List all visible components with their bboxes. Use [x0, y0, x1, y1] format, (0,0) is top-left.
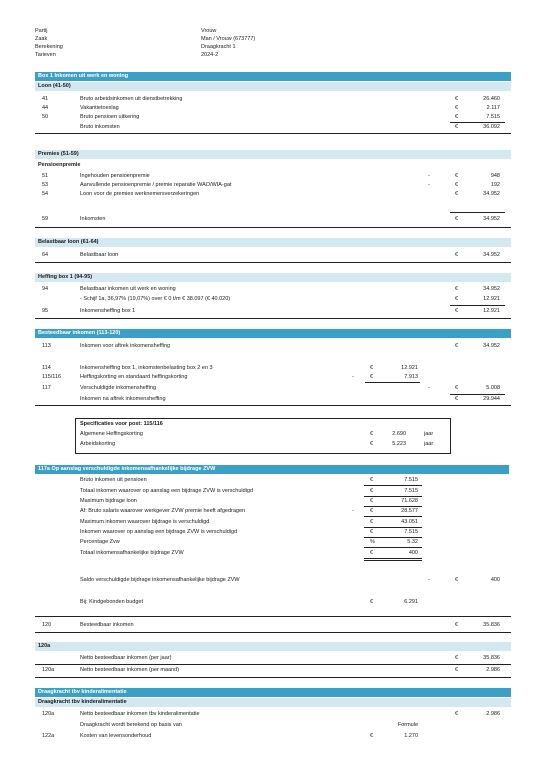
row-code: 51 — [42, 173, 49, 179]
row-value: 29.944 — [483, 396, 500, 402]
header-value: Man / Vrouw (673777) — [201, 36, 256, 42]
row-currency: € — [455, 114, 459, 120]
spec-value: 2.690 — [392, 431, 406, 437]
header-value: 2024-2 — [201, 52, 219, 58]
section-title: 117a Op aanslag verschuldigde inkomensafhankelijke bijdrage ZVW — [35, 465, 509, 474]
row-currency: € — [455, 173, 459, 179]
spec-unit: jaar — [424, 441, 434, 447]
row-value: 6.291 — [404, 599, 418, 605]
row-desc: Kosten van levensonderhoud — [80, 733, 152, 739]
divider — [450, 122, 505, 123]
divider — [35, 405, 511, 406]
row-desc: Af: Bruto salaris waarover werkgever ZVW premie heeft afgedragen — [80, 508, 246, 514]
row-sign: - — [428, 577, 430, 583]
row-desc: Ingehouden pensioenpremie — [80, 173, 150, 179]
row-currency: € — [455, 105, 459, 111]
row-desc: Inkomensheffing box 1 — [80, 308, 136, 314]
row-code: 113 — [42, 343, 51, 349]
row-sign: - — [428, 173, 430, 179]
row-currency: € — [455, 182, 459, 188]
row-sign: - — [428, 182, 430, 188]
divider — [364, 485, 422, 486]
row-value: 7.515 — [404, 529, 418, 535]
row-desc: Aanvullende pensioenpremie / premie reparatie WAO/WIA-gat — [80, 182, 232, 188]
row-currency: € — [370, 508, 374, 514]
row-desc: Netto besteedbaar inkomen (per maand) — [80, 667, 180, 673]
row-code: 122a — [42, 733, 55, 739]
divider — [450, 394, 505, 395]
row-desc: Saldo verschuldigde bijdrage inkomensafhankelijke bijdrage ZVW — [80, 577, 240, 583]
divider — [450, 305, 505, 306]
divider — [450, 212, 505, 213]
row-desc: Bruto inkomsten — [80, 124, 120, 130]
divider — [364, 547, 422, 548]
row-code: 50 — [42, 114, 49, 120]
row-code: 94 — [42, 286, 49, 292]
divider — [364, 537, 422, 538]
subsection-title: Draagkracht tbv kinderalimentatie — [35, 698, 511, 707]
row-desc: Inkomen waarover op aanslag een bijdrage ZVW is verschuldigd — [80, 529, 238, 535]
divider — [364, 496, 422, 497]
row-desc: Bruto pensioen uitkering — [80, 114, 140, 120]
row-desc: Bij: Kindgebonden budget — [80, 599, 143, 605]
row-value: 71.628 — [401, 498, 418, 504]
row-value: 43.051 — [401, 519, 418, 525]
subsection-title: Loon (41-50) — [35, 82, 511, 91]
row-currency: € — [455, 711, 459, 717]
spec-title: Specificaties voor post: 115/116 — [80, 421, 163, 427]
row-code: 120a — [42, 667, 55, 673]
row-desc: Maximum bijdrage loon — [80, 498, 137, 504]
row-desc: Bruto arbeidsinkomen uit dienstbetrekking — [80, 96, 183, 102]
section-title: Premies (51-59) — [35, 150, 511, 159]
row-value: 2.986 — [486, 667, 500, 673]
header-label: Zaak — [35, 36, 48, 42]
row-value: 7.515 — [404, 477, 418, 483]
row-code: 64 — [42, 252, 49, 258]
row-value: 400 — [490, 577, 500, 583]
row-value: 12.921 — [401, 365, 418, 371]
section-title: Belastbaar loon (61-64) — [35, 238, 511, 247]
row-value: 35.836 — [483, 622, 500, 628]
section-title: Box 1 Inkomen uit werk en woning — [35, 72, 511, 81]
row-code: 41 — [42, 96, 49, 102]
row-currency: € — [455, 385, 459, 391]
row-desc: Inkomensheffing box 1, inkomstenbelasting box 2 en 3 — [80, 365, 213, 371]
row-desc: - Schijf 1a, 36,97% (19,07%) over € 0 t/m € 38.097 (€ 40.020) — [80, 296, 231, 302]
row-desc: Inkomsten — [80, 216, 106, 222]
divider — [364, 560, 422, 561]
row-desc: Netto besteedbaar inkomen tbv kinderalimentatie — [80, 711, 200, 717]
row-currency: € — [455, 396, 459, 402]
row-value: 7.913 — [404, 374, 418, 380]
row-value: 34.952 — [483, 216, 500, 222]
row-desc: Belastbaar inkomen uit werk en woning — [80, 286, 176, 292]
row-currency: € — [370, 733, 374, 739]
row-value: 192 — [490, 182, 500, 188]
row-desc: Inkomen voor aftrek inkomensheffing — [80, 343, 171, 349]
divider — [35, 262, 511, 263]
section-title: Besteedbaar inkomen (113-120) — [35, 329, 511, 338]
header-label: Partij — [35, 28, 48, 34]
row-currency: € — [455, 667, 459, 673]
divider — [35, 677, 511, 678]
row-value: 35.836 — [483, 655, 500, 661]
divider — [35, 616, 511, 617]
row-value: 400 — [408, 550, 418, 556]
row-code: 54 — [42, 191, 49, 197]
row-desc: Totaal inkomen waarover op aanslag een bijdrage ZVW is verschuldigd — [80, 488, 254, 494]
row-value: 2.986 — [486, 711, 500, 717]
row-currency: € — [370, 374, 374, 380]
row-currency: € — [370, 365, 374, 371]
row-currency: € — [455, 252, 459, 258]
row-desc: Bruto inkomen uit pensioen — [80, 477, 147, 483]
row-currency: € — [455, 286, 459, 292]
section-title: 120a — [35, 642, 511, 651]
divider — [364, 506, 422, 507]
header-label: Tarieven — [35, 52, 56, 58]
row-desc: Netto besteedbaar inkomen (per jaar) — [80, 655, 172, 661]
row-desc: Percentage Zvw — [80, 539, 120, 545]
divider — [35, 664, 511, 665]
spec-unit: jaar — [424, 431, 434, 437]
row-code: 120 — [42, 622, 52, 628]
row-currency: € — [370, 477, 374, 483]
row-code: 95 — [42, 308, 49, 314]
row-currency: € — [370, 529, 374, 535]
row-code: 117 — [42, 385, 51, 391]
row-currency: € — [370, 599, 374, 605]
divider — [35, 227, 511, 228]
row-value: 1.270 — [404, 733, 418, 739]
row-currency: % — [370, 539, 375, 545]
row-sign: - — [352, 508, 354, 514]
header-value: Draagkracht 1 — [201, 44, 236, 50]
row-value: 12.921 — [483, 296, 500, 302]
row-value: 34.952 — [483, 252, 500, 258]
row-code: 53 — [42, 182, 49, 188]
row-desc: Draagkracht wordt berekend op basis van — [80, 722, 182, 728]
row-currency: € — [455, 343, 459, 349]
row-currency: € — [370, 519, 374, 525]
row-desc: Maximum inkomen waarover bijdrage is verschuldigd — [80, 519, 210, 525]
spec-currency: € — [370, 441, 374, 447]
header-label: Berekening — [35, 44, 63, 50]
row-currency: € — [455, 96, 459, 102]
row-currency: € — [455, 622, 459, 628]
row-code: 120a — [42, 711, 55, 717]
row-code: 115/116 — [42, 374, 62, 380]
row-currency: € — [455, 655, 459, 661]
row-desc: Besteedbaar inkomen — [80, 622, 134, 628]
row-desc: Belastbaar loon — [80, 252, 119, 258]
row-value: 34.952 — [483, 286, 500, 292]
row-value: 36.092 — [483, 124, 500, 130]
spec-desc: Algemene Heffingskorting — [80, 431, 143, 437]
row-desc: Heffingskorting en standaard heffingskorting — [80, 374, 188, 380]
row-currency: € — [370, 488, 374, 494]
row-currency: € — [455, 216, 459, 222]
divider — [35, 632, 511, 633]
row-code: 44 — [42, 105, 49, 111]
spec-value: 5.223 — [392, 441, 406, 447]
row-value: 948 — [490, 173, 500, 179]
row-value: 26.460 — [483, 96, 500, 102]
row-value: 2.117 — [486, 105, 500, 111]
row-sign: - — [428, 385, 430, 391]
row-value: 34.952 — [483, 191, 500, 197]
row-value: 5.008 — [486, 385, 500, 391]
row-value: Formule — [397, 722, 418, 728]
spec-currency: € — [370, 431, 374, 437]
divider — [35, 318, 511, 319]
row-desc: Inkomen na aftrek inkomensheffing — [80, 396, 166, 402]
subsection-title: Pensioenpremie — [38, 162, 81, 168]
divider — [35, 133, 511, 134]
row-desc: Verschuldigde inkomensheffing — [80, 385, 157, 391]
spec-desc: Arbeidskorting — [80, 441, 116, 447]
row-currency: € — [370, 550, 374, 556]
divider — [364, 558, 422, 559]
row-code: 114 — [42, 365, 51, 371]
row-currency: € — [455, 191, 459, 197]
row-currency: € — [455, 124, 459, 130]
row-currency: € — [455, 577, 459, 583]
divider — [364, 527, 422, 528]
row-value: 7.515 — [404, 488, 418, 494]
row-currency: € — [370, 498, 374, 504]
divider — [364, 516, 422, 517]
row-currency: € — [455, 296, 459, 302]
row-desc: Totaal inkomensafhankelijke bijdrage ZVW — [80, 550, 184, 556]
row-code: 59 — [42, 216, 49, 222]
section-title: Draagkracht tbv kinderalimentatie — [35, 688, 511, 697]
row-value: 34.952 — [483, 343, 500, 349]
row-value: 28.577 — [401, 508, 418, 514]
header-value: Vrouw — [201, 28, 217, 34]
row-value: 12.921 — [483, 308, 500, 314]
section-title: Heffing box 1 (94-95) — [35, 273, 511, 282]
row-value: 7.515 — [486, 114, 500, 120]
row-desc: Loon voor de premies werknemersverzekeringen — [80, 191, 200, 197]
row-sign: - — [352, 374, 354, 380]
row-value: 5.32 — [407, 539, 418, 545]
row-currency: € — [455, 308, 459, 314]
row-desc: Vakantietoeslag — [80, 105, 119, 111]
divider — [365, 382, 420, 383]
